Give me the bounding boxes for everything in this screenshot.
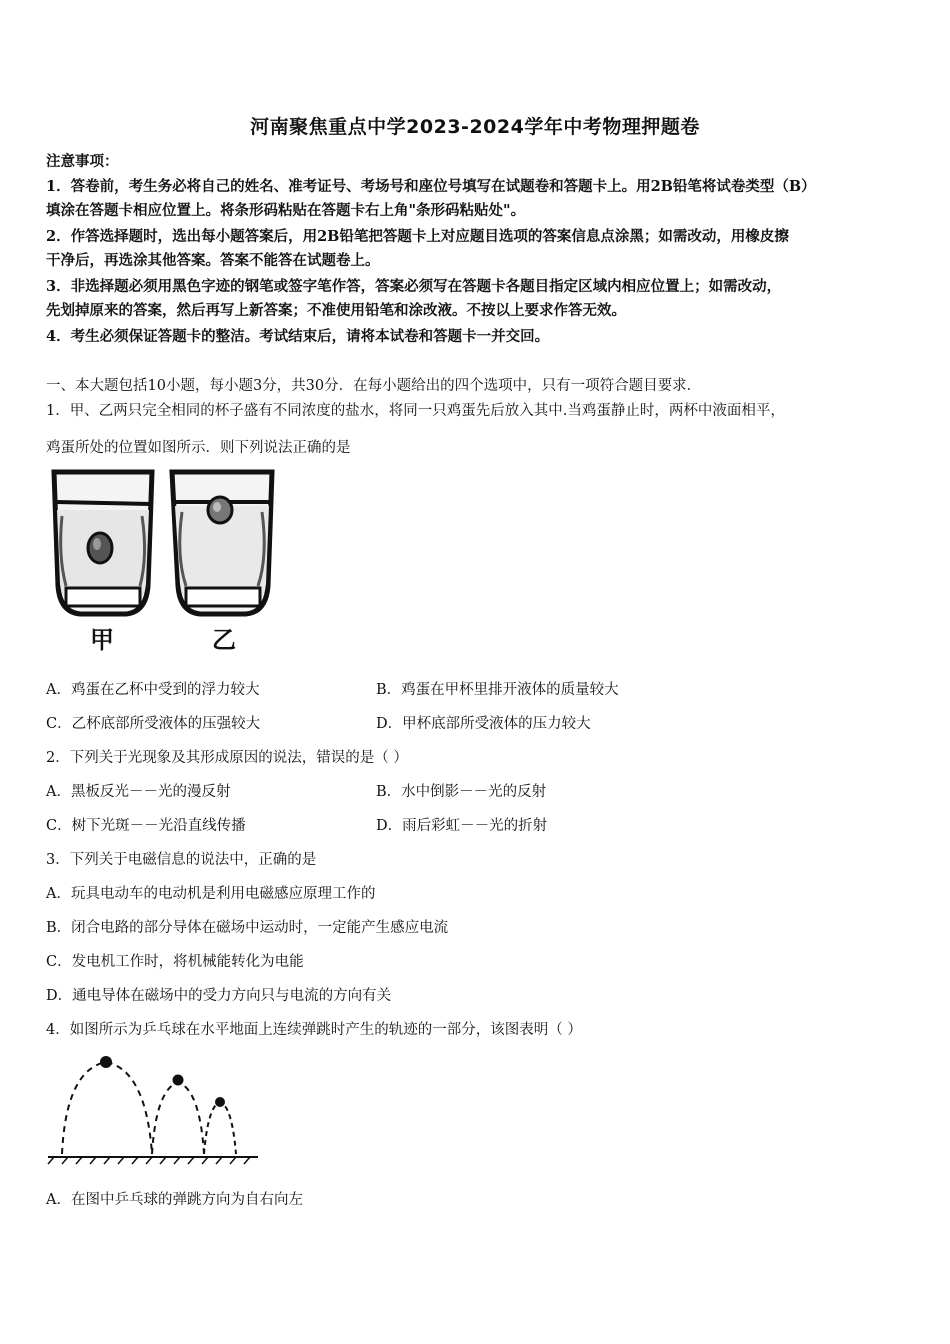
q2-option-d[interactable]: D．雨后彩虹－－光的折射	[376, 818, 548, 834]
q3-option-a[interactable]: A．玩具电动车的电动机是利用电磁感应原理工作的	[46, 886, 376, 902]
q1-option-b[interactable]: B．鸡蛋在甲杯里排开液体的质量较大	[376, 682, 619, 698]
notice-line-4: 干净后，再选涂其他答案。答案不能答在试题卷上。	[46, 252, 380, 269]
cup-left-icon	[54, 472, 152, 614]
notice-line-3: 2．作答选择题时，选出每小题答案后，用2B铅笔把答题卡上对应题目选项的答案信息点涂黑；如需改动，用橡皮擦	[46, 228, 789, 245]
notice-line-2: 填涂在答题卡相应位置上。将条形码粘贴在答题卡右上角"条形码粘贴处"。	[46, 202, 526, 219]
q4-trajectory-figure	[44, 1050, 264, 1166]
q1-cups-figure	[44, 466, 280, 652]
q3-option-b[interactable]: B．闭合电路的部分导体在磁场中运动时，一定能产生感应电流	[46, 920, 449, 936]
page-title: 河南聚焦重点中学2023-2024学年中考物理押题卷	[250, 116, 700, 138]
q1-stem-line1: 1．甲、乙两只完全相同的杯子盛有不同浓度的盐水，将同一只鸡蛋先后放入其中.当鸡蛋静止时，两杯中液面相平，	[46, 403, 785, 419]
section-intro: 一、本大题包括10小题，每小题3分，共30分．在每小题给出的四个选项中，只有一项符合题目要求．	[46, 378, 702, 394]
q3-option-d[interactable]: D．通电导体在磁场中的受力方向只与电流的方向有关	[46, 988, 392, 1004]
cup-label-left: 甲	[90, 626, 114, 654]
notice-line-6: 先划掉原来的答案，然后再写上新答案；不准使用铅笔和涂改液。不按以上要求作答无效。	[46, 302, 626, 319]
q2-option-a[interactable]: A．黑板反光－－光的漫反射	[46, 784, 231, 800]
notice-line-1: 1．答卷前，考生务必将自己的姓名、准考证号、考场号和座位号填写在试题卷和答题卡上。用2B铅笔将试卷类型（B）	[46, 178, 816, 195]
q4-option-a[interactable]: A．在图中乒乓球的弹跳方向为自右向左	[46, 1192, 303, 1208]
cup-right-icon	[172, 472, 272, 614]
notice-line-5: 3．非选择题必须用黑色字迹的钢笔或签字笔作答，答案必须写在答题卡各题目指定区域内相应位置上；如需改动，	[46, 278, 782, 295]
ball-3-icon	[215, 1097, 225, 1107]
q3-stem: 3．下列关于电磁信息的说法中，正确的是	[46, 852, 317, 868]
q2-stem: 2．下列关于光现象及其形成原因的说法，错误的是（ ）	[46, 750, 408, 766]
q2-option-c[interactable]: C．树下光斑－－光沿直线传播	[46, 818, 246, 834]
q4-stem: 4．如图所示为乒乓球在水平地面上连续弹跳时产生的轨迹的一部分，该图表明（ ）	[46, 1022, 582, 1038]
ball-1-icon	[100, 1056, 112, 1068]
q2-option-b[interactable]: B．水中倒影－－光的反射	[376, 784, 547, 800]
ground-hatch-icon	[48, 1157, 250, 1164]
q3-option-c[interactable]: C．发电机工作时，将机械能转化为电能	[46, 954, 304, 970]
q1-option-c[interactable]: C．乙杯底部所受液体的压强较大	[46, 716, 261, 732]
q1-option-a[interactable]: A．鸡蛋在乙杯中受到的浮力较大	[46, 682, 260, 698]
ball-2-icon	[173, 1075, 184, 1086]
q1-option-d[interactable]: D．甲杯底部所受液体的压力较大	[376, 716, 591, 732]
notice-heading: 注意事项：	[46, 153, 119, 170]
notice-line-7: 4．考生必须保证答题卡的整洁。考试结束后，请将本试卷和答题卡一并交回。	[46, 328, 550, 345]
cup-label-right: 乙	[212, 626, 236, 654]
q1-stem-line2: 鸡蛋所处的位置如图所示．则下列说法正确的是	[46, 440, 351, 456]
